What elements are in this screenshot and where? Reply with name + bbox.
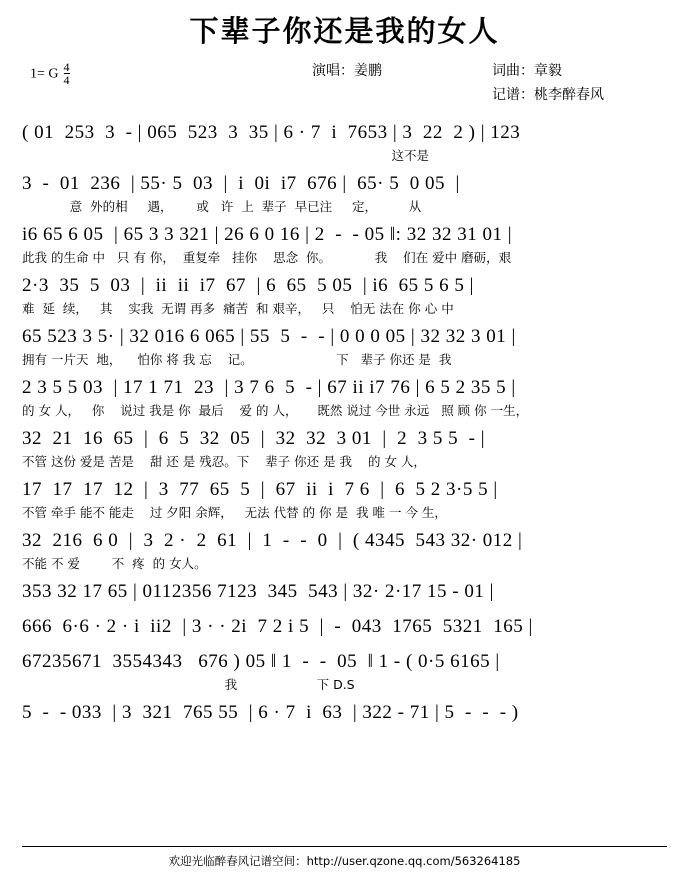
time-signature xyxy=(64,61,70,86)
notation-row: 3 - 01 236 | 55· 5 03 | i 0i i7 676 | 65· 5 0 05 | xyxy=(22,172,460,194)
lyrics-row: 不管 牵手 能不 能走 过 夕阳 余辉， 无法 代替 的 你 是 我 唯 一 今 生， xyxy=(22,504,447,520)
lyrics-row xyxy=(22,606,671,612)
score-line xyxy=(22,528,671,577)
score-lines xyxy=(0,120,689,733)
lyrics-row xyxy=(22,641,671,647)
credits-block xyxy=(0,54,689,118)
notation-row: ( 01 253 3 - | 065 523 3 35 | 6 · 7 i 7653 | 3 22 2 ) | 123 xyxy=(22,121,521,143)
notation-row: 32 216 6 0 | 3 2 · 2 61 | 1 - - 0 | ( 4345 543 32· 012 | xyxy=(22,529,523,551)
time-signature-denominator: 4 xyxy=(63,72,70,87)
lyrics-row: 此我 的生命 中 只 有 你， 重复牵 挂你 思念 你。 我 们在 爱中 磨砺，艰 xyxy=(22,249,512,265)
notation-row: 67235671 3554343 676 ) 05 ‖ 1 - - 05 ‖ 1 - ( 0·5 6165 | xyxy=(22,650,500,672)
lyrics-row: 不能 不 爱 不 疼 的 女人。 xyxy=(22,555,207,571)
song-title: 下辈子你还是我的女人 xyxy=(189,14,500,48)
score-line xyxy=(22,375,671,424)
notation-row: 17 17 17 12 | 3 77 65 5 | 67 ii i 7 6 | 6 5 2 3·5 5 | xyxy=(22,478,498,500)
score-line xyxy=(22,273,671,322)
score-line xyxy=(22,324,671,373)
lyrics-row: 我 下 D.S xyxy=(22,676,355,692)
lyrics-row xyxy=(22,727,671,733)
score-line xyxy=(22,171,671,220)
notation-row: i6 65 6 05 | 65 3 3 321 | 26 6 0 16 | 2 - - 05 ‖: 32 32 31 01 | xyxy=(22,223,513,245)
score-line xyxy=(22,426,671,475)
composer-credit: 词曲：章毅 xyxy=(492,63,562,79)
singer-credit: 演唱：姜鹏 xyxy=(312,63,382,79)
notation-row: 5 - - 033 | 3 321 765 55 | 6 · 7 i 63 | 322 - 71 | 5 - - - ) xyxy=(22,701,519,723)
notation-row: 2·3 35 5 03 | ii ii i7 67 | 6 65 5 05 | i6 65 5 6 5 | xyxy=(22,274,474,296)
lyrics-row: 的 女 人， 你 说过 我是 你 最后 爱 的 人， 既然 说过 今世 永远 照 顾 你 一生， xyxy=(22,402,529,418)
notation-row: 353 32 17 65 | 0112356 7123 345 543 | 32· 2·17 15 - 01 | xyxy=(22,580,494,602)
notation-row: 32 21 16 65 | 6 5 32 05 | 32 32 3 01 | 2 3 5 5 - | xyxy=(22,427,486,449)
lyrics-row: 拥有 一片天 地， 怕你 将 我 忘 记。 下 辈子 你还 是 我 xyxy=(22,351,452,367)
score-line xyxy=(22,120,671,169)
notation-row: 65 523 3 5· | 32 016 6 065 | 55 5 - - | 0 0 0 05 | 32 32 3 01 | xyxy=(22,325,516,347)
notation-row: 666 6·6 · 2 · i ii2 | 3 · · 2i 7 2 i 5 | - 043 1765 5321 165 | xyxy=(22,615,533,637)
footer-divider xyxy=(22,846,667,847)
score-line xyxy=(22,649,671,698)
lyrics-row: 意 外的相 遇， 或 许 上 辈子 早已注 定， 从 xyxy=(22,198,422,214)
lyrics-row: 不管 这份 爱是 苦是 甜 还 是 残忍。下 辈子 你还 是 我 的 女 人， xyxy=(22,453,426,469)
lyrics-row: 这不是 xyxy=(22,147,430,163)
score-line xyxy=(22,222,671,271)
score-line xyxy=(22,477,671,526)
footer-note: 欢迎光临醉春风记谱空间：http://user.qzone.qq.com/563264185 xyxy=(168,854,521,868)
notation-row: 2 3 5 5 03 | 17 1 71 23 | 3 7 6 5 - | 67 ii i7 76 | 6 5 2 35 5 | xyxy=(22,376,516,398)
score-line xyxy=(22,614,671,647)
time-signature-numerator: 4 xyxy=(63,59,70,74)
sheet-music-page xyxy=(0,16,689,877)
notator-credit: 记谱：桃李醉春风 xyxy=(492,87,604,103)
lyrics-row: 难 延 续， 其 实我 无谓 再多 痛苦 和 艰辛， 只 怕无 法在 你 心 中 xyxy=(22,300,454,316)
score-line xyxy=(22,579,671,612)
key-signature-text: 1= G xyxy=(30,66,59,82)
score-line xyxy=(22,700,671,733)
key-signature xyxy=(30,59,70,87)
